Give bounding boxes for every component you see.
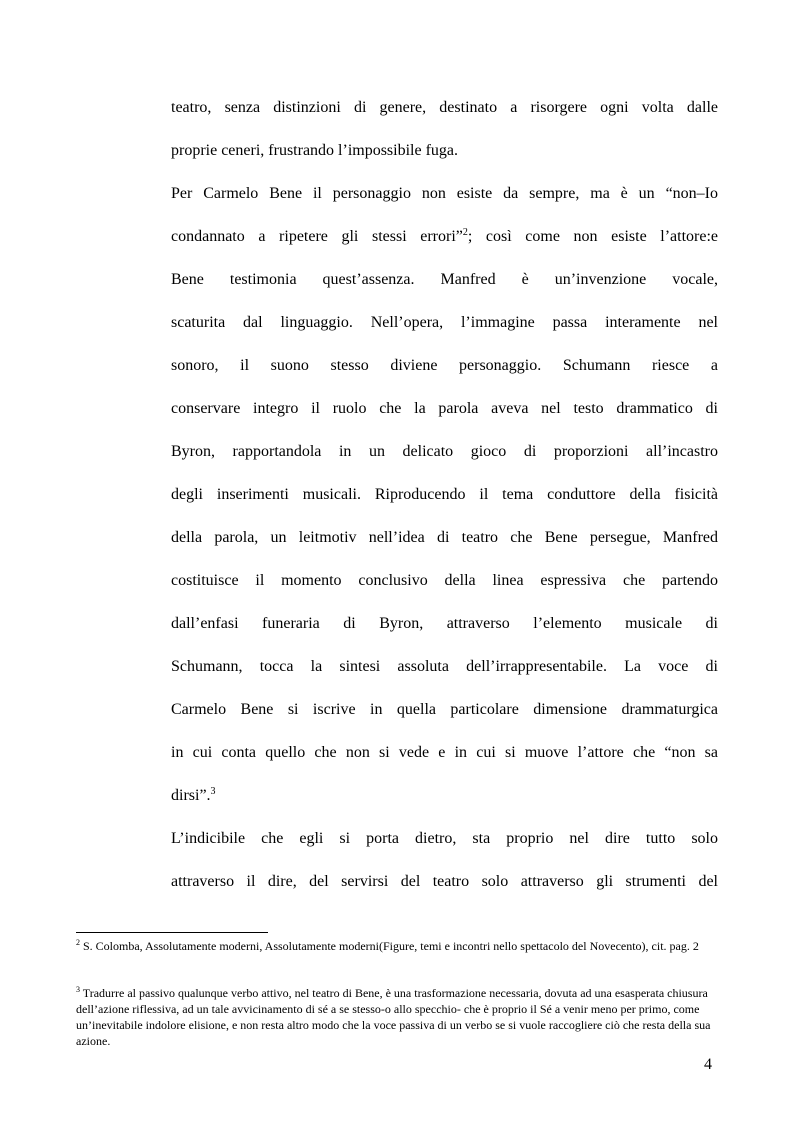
footnote-text: Tradurre al passivo qualunque verbo attivo, nel teatro di Bene, è una trasformazione necessaria, dovuta ad una esasperata chiusura dell’azione riflessiva, ad un tale avvicinamento di sé a se stesso-o allo specchio- che è proprio il Sé a venir meno per primo, come un’inevitabile indolore elisione, e non resta altro modo che la voce passiva di un verbo se si vuole raccogliere ciò che resta della sua azione. — [76, 986, 711, 1048]
text-line: Per Carmelo Bene il personaggio non esiste da sempre, ma è un “non–Io — [171, 185, 718, 202]
text-line — [171, 215, 718, 258]
body-text — [171, 86, 718, 903]
text-line: costituisce il momento conclusivo della linea espressiva che partendo — [171, 572, 718, 589]
text-line: attraverso il dire, del servirsi del teatro solo attraverso gli strumenti del — [171, 873, 718, 890]
text-line: conservare integro il ruolo che la parola aveva nel testo drammatico di — [171, 400, 718, 417]
text-line: Carmelo Bene si iscrive in quella particolare dimensione drammaturgica — [171, 701, 718, 718]
text-line: della parola, un leitmotiv nell’idea di teatro che Bene persegue, Manfred — [171, 529, 718, 546]
footnote-ref-3: 3 — [210, 786, 216, 797]
text-line: proprie ceneri, frustrando l’impossibile fuga. — [171, 142, 459, 159]
page-number: 4 — [704, 1056, 712, 1073]
text-line: degli inserimenti musicali. Riproducendo il tema conduttore della fisicità — [171, 486, 718, 503]
footnote-number: 2 — [76, 938, 80, 947]
text-line: Bene testimonia quest’assenza. Manfred è un’invenzione vocale, — [171, 271, 718, 288]
text-line — [171, 774, 718, 817]
text-fragment: dirsi”. — [171, 787, 211, 804]
footnote-3 — [76, 985, 721, 1049]
text-line: teatro, senza distinzioni di genere, destinato a risorgere ogni volta dalle — [171, 99, 718, 116]
text-fragment: condannato a ripetere gli stessi errori” — [171, 228, 463, 245]
text-line: Byron, rapportandola in un delicato gioco di proporzioni all’incastro — [171, 443, 718, 460]
text-line: scaturita dal linguaggio. Nell’opera, l’immagine passa interamente nel — [171, 314, 718, 331]
text-line: L’indicibile che egli si porta dietro, sta proprio nel dire tutto solo — [171, 830, 718, 847]
footnote-divider — [76, 932, 268, 933]
footnote-ref-2: 2 — [462, 227, 468, 238]
footnote-2 — [76, 938, 721, 954]
footnote-text: S. Colomba, Assolutamente moderni, Assolutamente moderni(Figure, temi e incontri nello spettacolo del Novecento), cit. pag. 2 — [83, 939, 699, 953]
text-line: Schumann, tocca la sintesi assoluta dell’irrappresentabile. La voce di — [171, 658, 718, 675]
text-line: sonoro, il suono stesso diviene personaggio. Schumann riesce a — [171, 357, 718, 374]
text-line: dall’enfasi funeraria di Byron, attraverso l’elemento musicale di — [171, 615, 718, 632]
text-line: in cui conta quello che non si vede e in cui si muove l’attore che “non sa — [171, 744, 718, 761]
text-fragment: ; così come non esiste l’attore:e — [467, 228, 718, 245]
footnote-number: 3 — [76, 985, 80, 994]
